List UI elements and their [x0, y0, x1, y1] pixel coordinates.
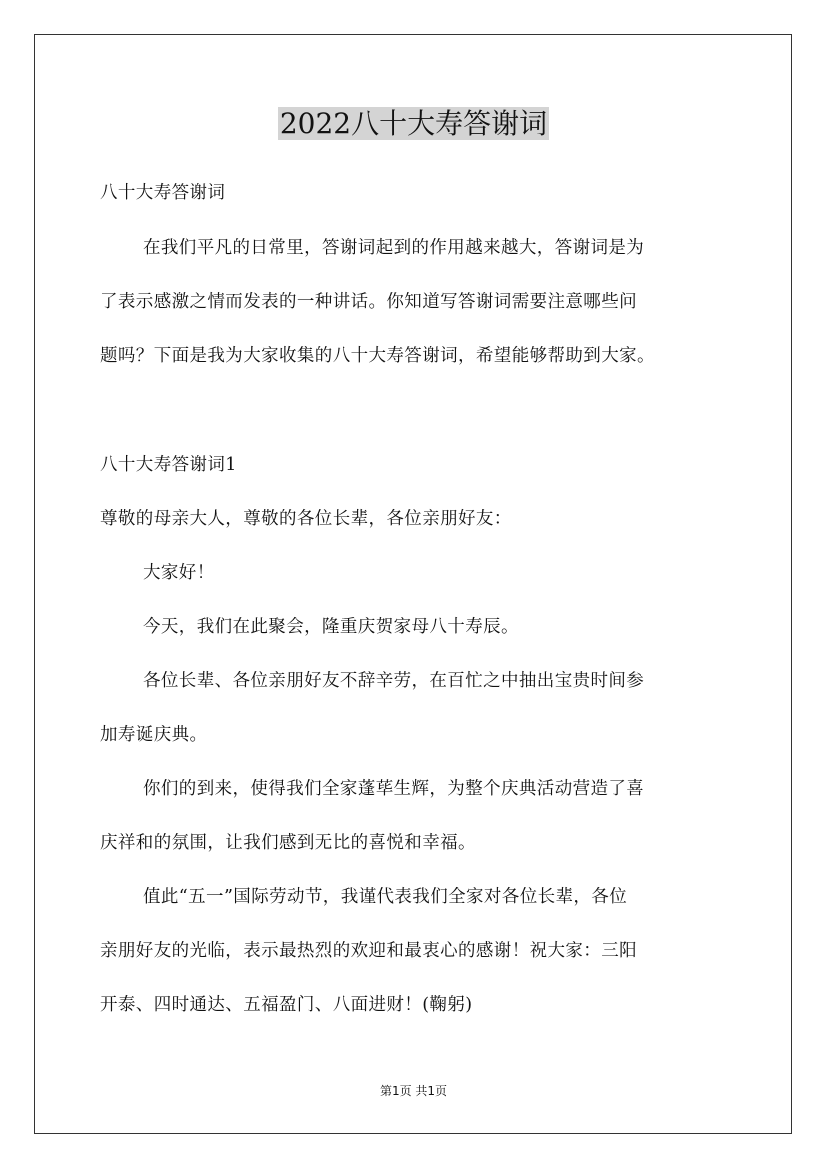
paragraph-line: 各位长辈、各位亲朋好友不辞辛劳，在百忙之中抽出宝贵时间参 [143, 671, 645, 691]
paragraph-line: 你们的到来，使得我们全家蓬荜生辉，为整个庆典活动营造了喜 [143, 779, 645, 799]
document-title [0, 104, 827, 144]
intro-paragraph-line: 题吗？下面是我为大家收集的八十大寿答谢词，希望能够帮助到大家。 [100, 346, 655, 366]
section-heading: 八十大寿答谢词 [100, 183, 226, 203]
document-title-text: 2022八十大寿答谢词 [279, 107, 548, 140]
greeting: 大家好！ [143, 563, 215, 583]
paragraph-line: 亲朋好友的光临，表示最热烈的欢迎和最衷心的感谢！祝大家：三阳 [100, 941, 637, 961]
page-footer: 第1页 共1页 [379, 1084, 448, 1098]
paragraph-line: 庆祥和的氛围，让我们感到无比的喜悦和幸福。 [100, 833, 476, 853]
salutation: 尊敬的母亲大人，尊敬的各位长辈，各位亲朋好友： [100, 509, 512, 529]
paragraph-line: 值此“五一”国际劳动节，我谨代表我们全家对各位长辈，各位 [143, 887, 628, 907]
intro-paragraph-line: 了表示感激之情而发表的一种讲话。你知道写答谢词需要注意哪些问 [100, 292, 637, 312]
paragraph-line: 开泰、四时通达、五福盈门、八面进财！(鞠躬) [100, 995, 473, 1015]
intro-paragraph-line: 在我们平凡的日常里，答谢词起到的作用越来越大，答谢词是为 [143, 238, 645, 258]
speech-heading: 八十大寿答谢词1 [100, 455, 237, 475]
paragraph-line: 今天，我们在此聚会，隆重庆贺家母八十寿辰。 [143, 617, 519, 637]
paragraph-line: 加寿诞庆典。 [100, 725, 208, 745]
